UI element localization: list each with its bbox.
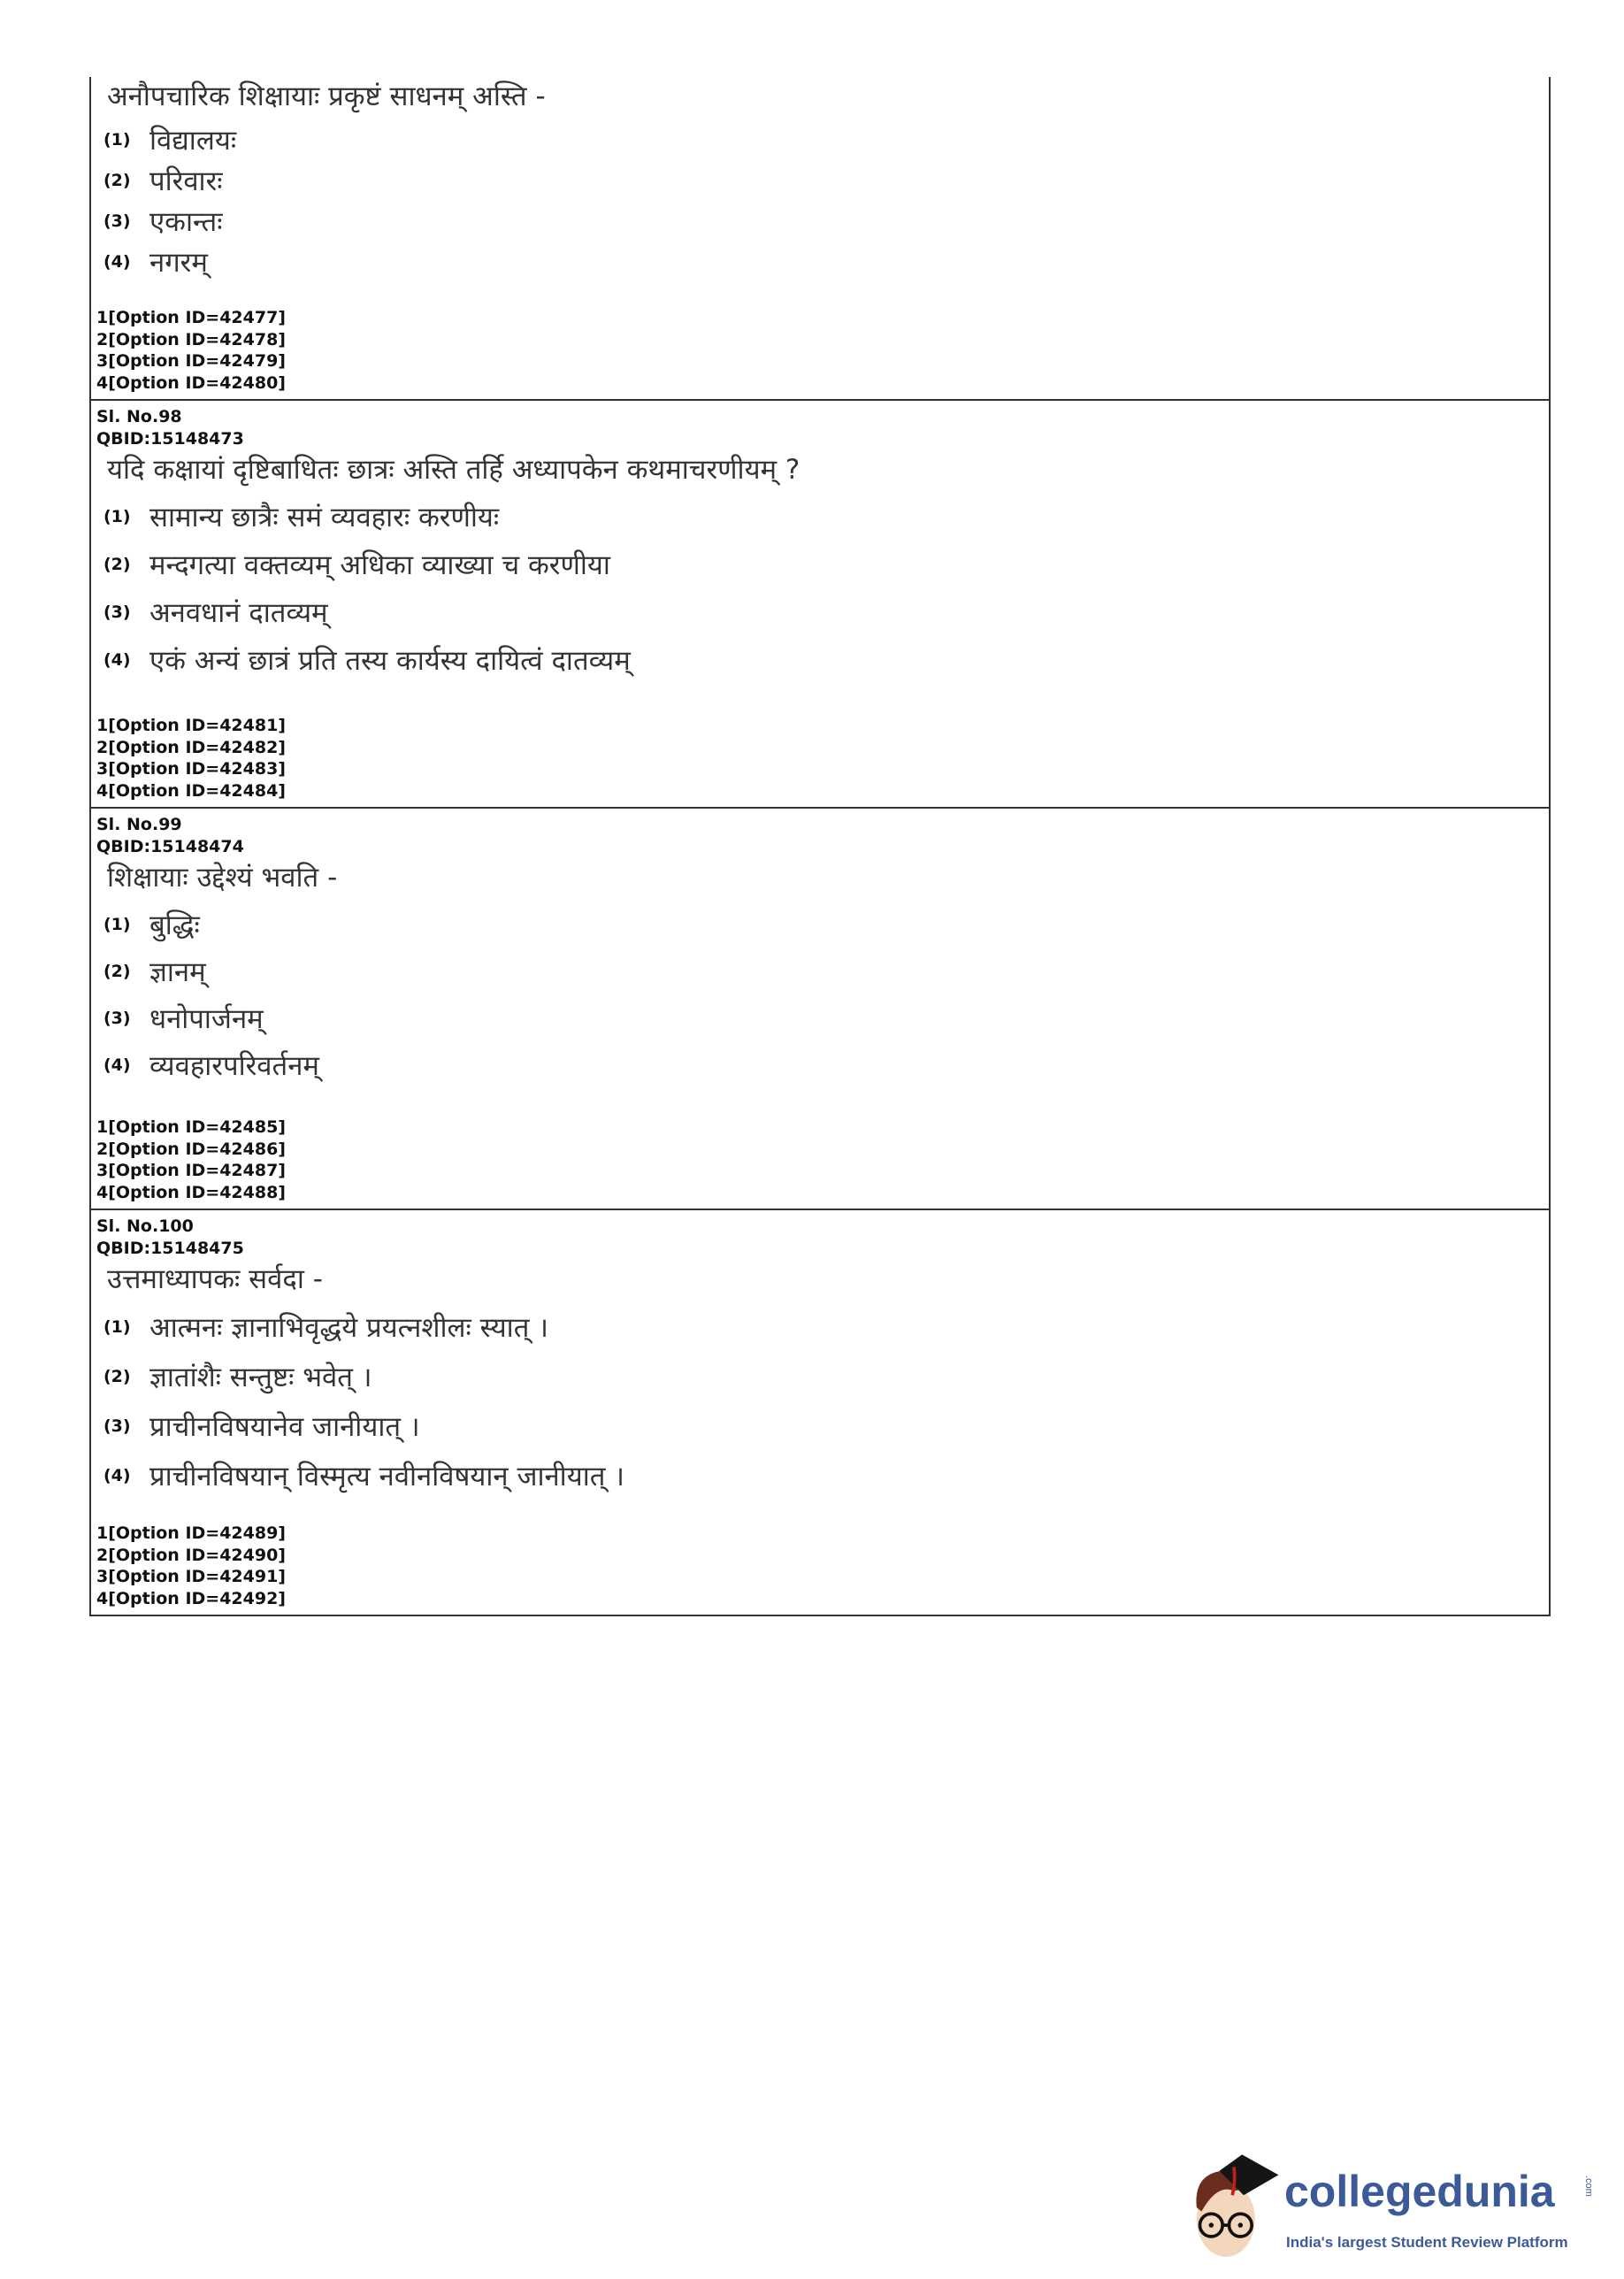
option-id: 1[Option ID=42477] [96, 308, 286, 327]
option-number: (2) [103, 1367, 131, 1386]
option-item [91, 588, 1549, 636]
option-item [91, 493, 1549, 541]
option-item [91, 1451, 1549, 1500]
option-id: 3[Option ID=42491] [96, 1567, 286, 1586]
option-id: 4[Option ID=42488] [96, 1182, 286, 1202]
option-number: (2) [103, 961, 131, 981]
option-number: (3) [103, 211, 131, 231]
logo-brand-text: collegedunia [1284, 2167, 1555, 2216]
option-text: ज्ञातांशैः सन्तुष्टः भवेत् । [149, 1362, 372, 1393]
qbid: QBID:15148473 [96, 429, 244, 449]
question-table [89, 77, 1551, 1616]
option-item [91, 160, 1549, 201]
option-item [91, 242, 1549, 282]
logo-com-text: .com [1583, 2175, 1594, 2197]
option-text: ज्ञानम् [149, 955, 206, 988]
option-item [91, 1352, 1549, 1401]
question-row [91, 1210, 1549, 1616]
question-text: यदि कक्षायां दृष्टिबाधितः छात्रः अस्ति तर्हि अध्यापकेन कथमाचरणीयम् ? [107, 454, 801, 486]
option-id: 1[Option ID=42489] [96, 1523, 286, 1543]
option-text: एकान्तः [149, 206, 223, 238]
option-id: 3[Option ID=42487] [96, 1161, 286, 1180]
option-text: नगरम् [149, 247, 208, 279]
option-text: मन्दगत्या वक्तव्यम् अधिका व्याख्या च करणीया [149, 549, 610, 581]
option-id: 2[Option ID=42478] [96, 329, 286, 349]
qbid: QBID:15148474 [96, 837, 244, 856]
option-number: (1) [103, 507, 131, 526]
option-item [91, 1401, 1549, 1451]
serial-number: Sl. No.100 [96, 1216, 194, 1236]
option-number: (4) [103, 252, 131, 272]
option-text: प्राचीनविषयानेव जानीयात् । [149, 1411, 420, 1443]
option-ids [96, 1116, 286, 1203]
option-ids [96, 715, 286, 802]
collegedunia-logo [1185, 2145, 1624, 2269]
option-item [91, 636, 1549, 684]
option-number: (2) [103, 555, 131, 574]
option-item [91, 994, 1549, 1041]
option-item [91, 541, 1549, 588]
option-number: (3) [103, 1416, 131, 1436]
option-item [91, 1041, 1549, 1088]
option-item [91, 1302, 1549, 1352]
serial-number: Sl. No.98 [96, 407, 182, 426]
option-text: धनोपार्जनम् [149, 1002, 264, 1035]
option-number: (3) [103, 602, 131, 622]
question-row [91, 77, 1549, 401]
question-text: उत्तमाध्यापकः सर्वदा - [107, 1263, 323, 1295]
option-id: 4[Option ID=42480] [96, 372, 286, 393]
mascot-icon [1185, 2145, 1283, 2269]
option-text: परिवारः [149, 165, 223, 197]
option-number: (1) [103, 1317, 131, 1337]
option-number: (4) [103, 650, 131, 670]
option-id: 1[Option ID=42481] [96, 716, 286, 735]
option-id: 2[Option ID=42490] [96, 1545, 286, 1565]
option-text: एकं अन्यं छात्रं प्रति तस्य कार्यस्य दायित्वं दातव्यम् [149, 645, 631, 677]
option-id: 3[Option ID=42479] [96, 351, 286, 371]
option-number: (1) [103, 914, 131, 934]
serial-number: Sl. No.99 [96, 815, 182, 834]
option-text: विद्यालयः [149, 125, 237, 157]
option-id: 2[Option ID=42482] [96, 737, 286, 757]
option-number: (4) [103, 1055, 131, 1075]
question-row [91, 809, 1549, 1210]
question-row [91, 401, 1549, 809]
option-ids [96, 1523, 286, 1609]
option-number: (3) [103, 1008, 131, 1028]
option-text: सामान्य छात्रैः समं व्यवहारः करणीयः [149, 502, 500, 533]
option-text: प्राचीनविषयान् विस्मृत्य नवीनविषयान् जानीयात् । [149, 1461, 624, 1492]
option-text: अनवधानं दातव्यम् [149, 597, 328, 629]
question-text: अनौपचारिक शिक्षायाः प्रकृष्टं साधनम् अस्ति - [107, 81, 546, 112]
qbid: QBID:15148475 [96, 1239, 244, 1258]
option-item [91, 119, 1549, 160]
question-text: शिक्षायाः उद्देश्यं भवति - [107, 862, 338, 894]
option-text: व्यवहारपरिवर्तनम् [149, 1049, 319, 1082]
option-number: (4) [103, 1466, 131, 1485]
option-id: 4[Option ID=42492] [96, 1588, 286, 1608]
option-text: बुद्धिः [149, 909, 200, 941]
option-item [91, 948, 1549, 994]
logo-tagline: India's largest Student Review Platform [1286, 2234, 1568, 2251]
option-text: आत्मनः ज्ञानाभिवृद्धये प्रयत्नशीलः स्यात् । [149, 1312, 548, 1344]
option-number: (2) [103, 171, 131, 190]
option-item [91, 901, 1549, 948]
option-id: 4[Option ID=42484] [96, 780, 286, 801]
option-number: (1) [103, 130, 131, 150]
option-id: 2[Option ID=42486] [96, 1139, 286, 1159]
option-id: 3[Option ID=42483] [96, 759, 286, 779]
option-id: 1[Option ID=42485] [96, 1117, 286, 1137]
option-ids [96, 307, 286, 394]
option-item [91, 201, 1549, 242]
